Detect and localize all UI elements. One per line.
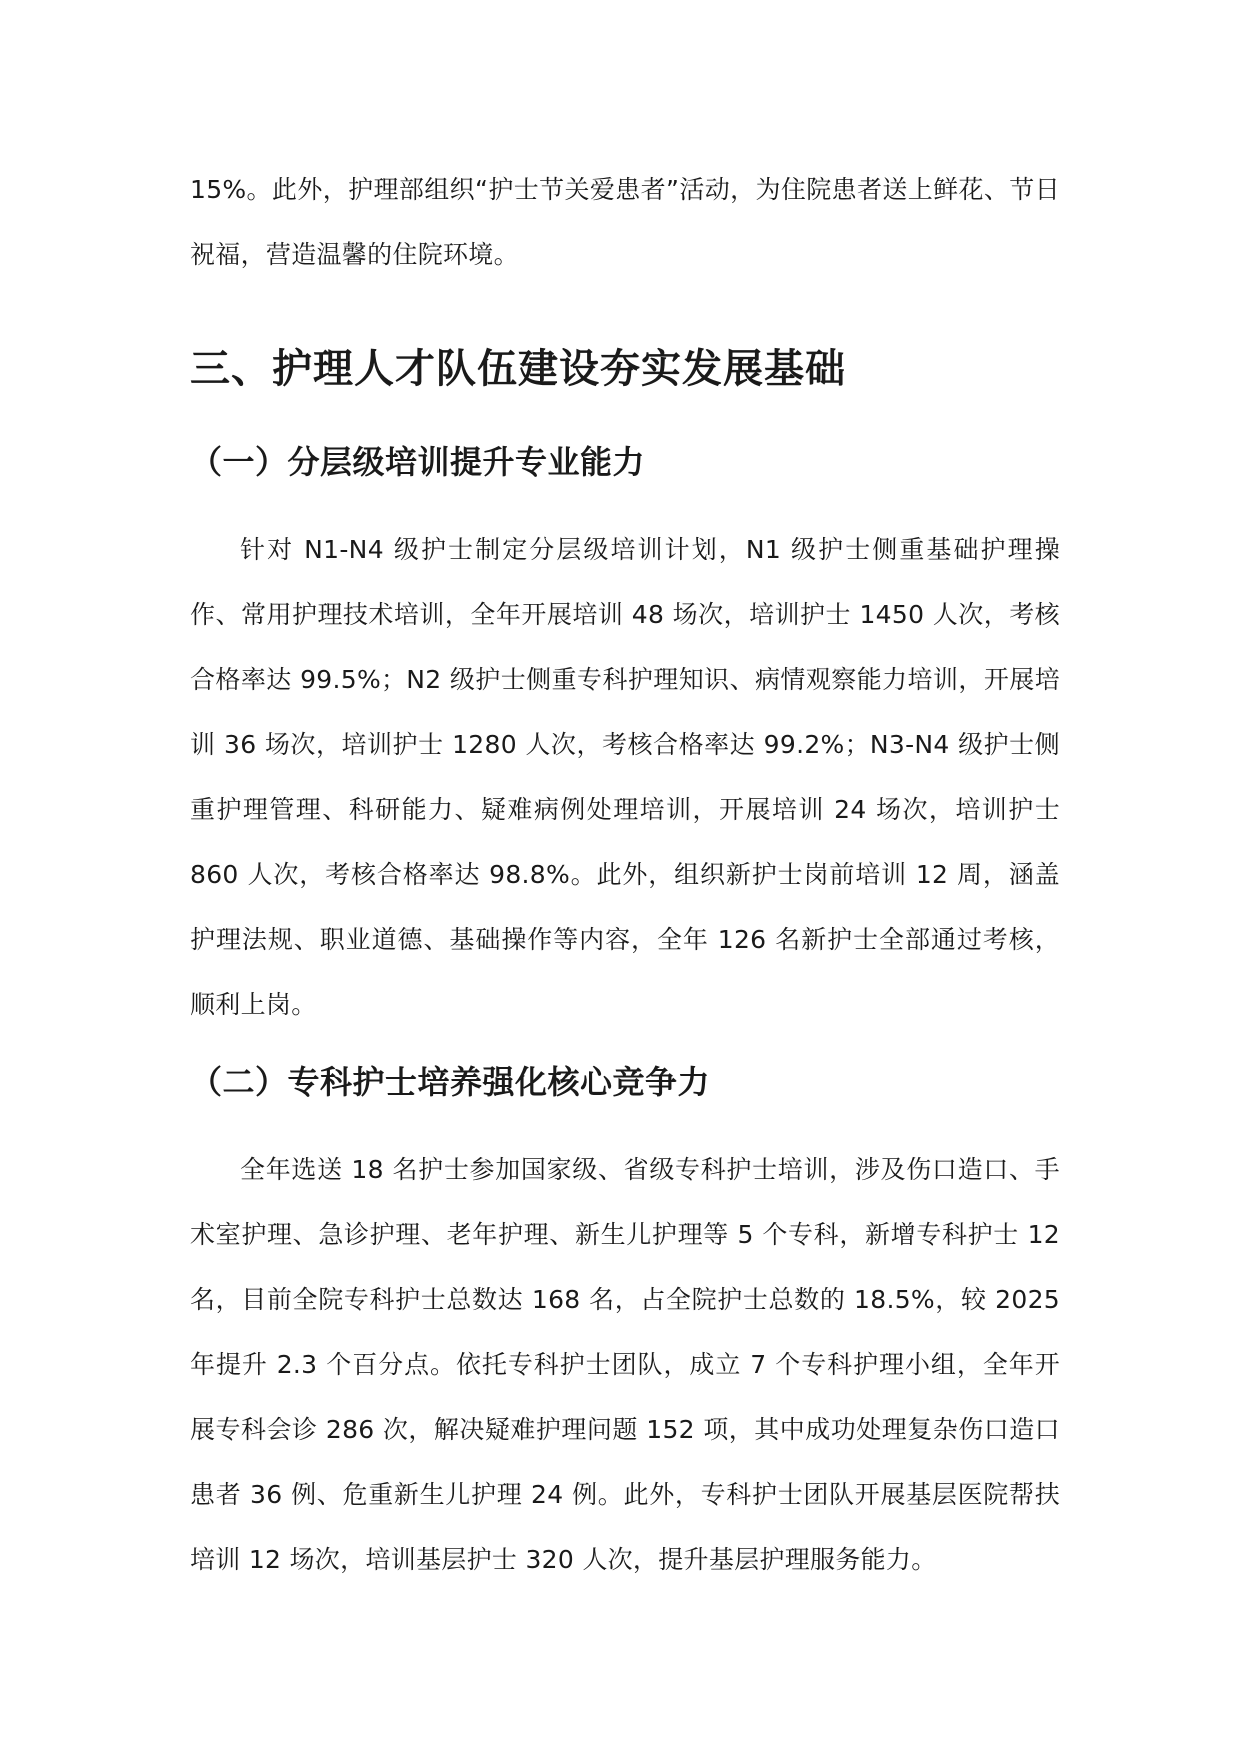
subsection-body-2: 全年选送 18 名护士参加国家级、省级专科护士培训，涉及伤口造口、手术室护理、急诊护理、老年护理、新生儿护理等 5 个专科，新增专科护士 12 名，目前全院专科护士总数达 168 名，占全院护士总数的 18.5%，较 2025 年提升 2.3 个百分点。依托专科护士团队，成立 7 个专科护理小组，全年开展专科会诊 286 次，解决疑难护理问题 152 项，其中成功处理复杂伤口造口患者 36 例、危重新生儿护理 24 例。此外，专科护士团队开展基层医院帮扶培训 12 场次，培训基层护士 320 人次，提升基层护理服务能力。 [190, 1155, 1060, 1574]
intro-paragraph: 15%。此外，护理部组织“护士节关爱患者”活动，为住院患者送上鲜花、节日祝福，营造温馨的住院环境。 [190, 175, 1060, 269]
subsection-title-1: （一）分层级培训提升专业能力 [190, 443, 646, 481]
section-title: 三、护理人才队伍建设夯实发展基础 [190, 346, 846, 392]
subsection-body-1: 针对 N1-N4 级护士制定分层级培训计划，N1 级护士侧重基础护理操作、常用护理技术培训，全年开展培训 48 场次，培训护士 1450 人次，考核合格率达 99.5%；N2 级护士侧重专科护理知识、病情观察能力培训，开展培训 36 场次，培训护士 1280 人次，考核合格率达 99.2%；N3-N4 级护士侧重护理管理、科研能力、疑难病例处理培训，开展培训 24 场次，培训护士 860 人次，考核合格率达 98.8%。此外，组织新护士岗前培训 12 周，涵盖护理法规、职业道德、基础操作等内容，全年 126 名新护士全部通过考核，顺利上岗。 [190, 535, 1060, 1019]
subsection-title-2: （二）专科护士培养强化核心竞争力 [190, 1063, 711, 1101]
document-content [190, 157, 1060, 1592]
